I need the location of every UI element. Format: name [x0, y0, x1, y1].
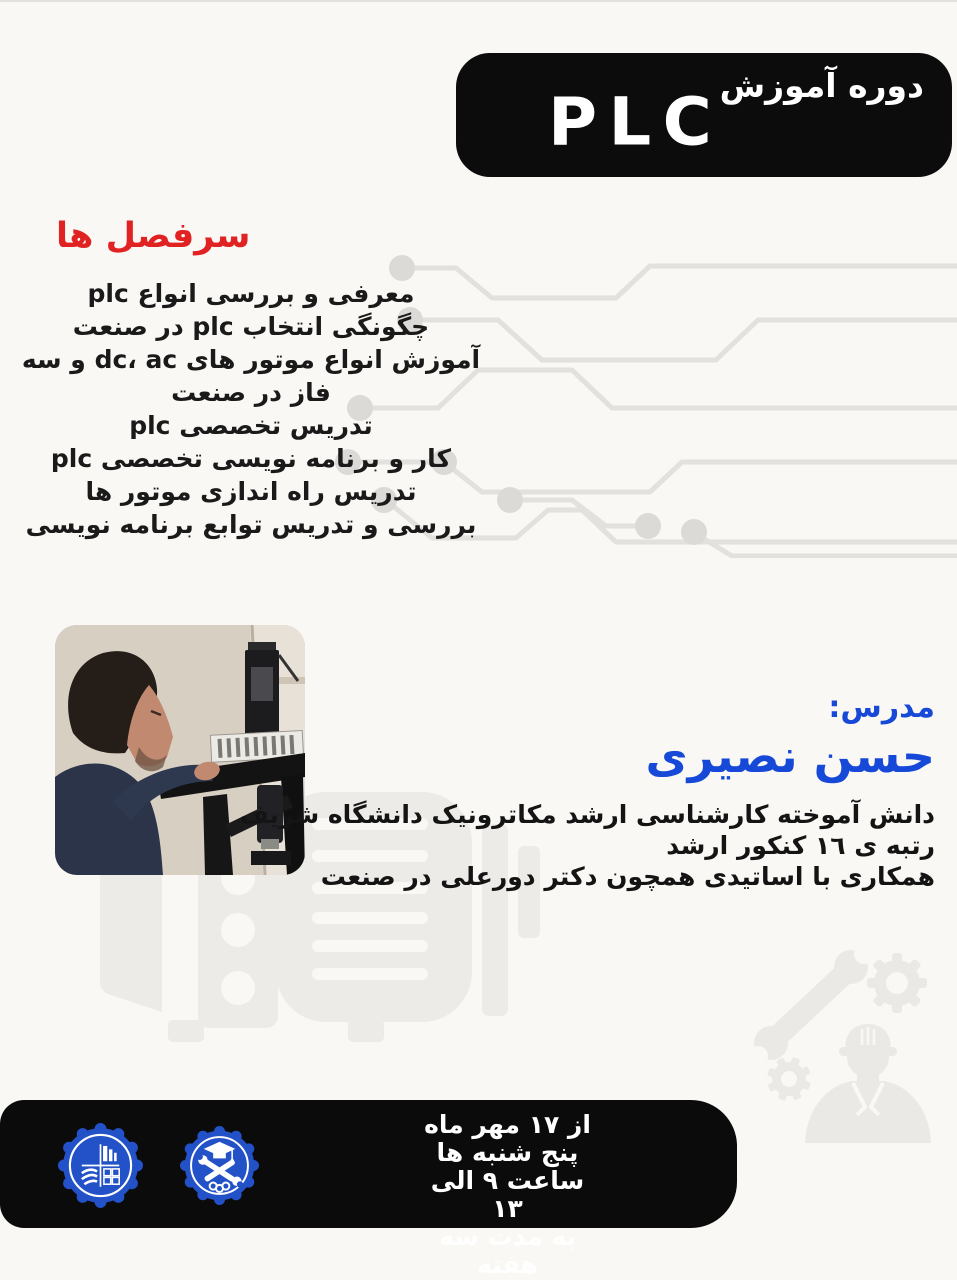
topic-item: معرفی و بررسی انواع plc: [87, 279, 415, 308]
topics-heading: سرفصل ها: [56, 216, 251, 256]
gear-icon: [767, 1057, 811, 1101]
bio-line: دانش آموخته کارشناسی ارشد مکاترونیک دانشگاه شریف: [239, 800, 935, 829]
schedule-line: به مدت سه هفته: [439, 1222, 576, 1279]
instructor-bio: [240, 799, 935, 892]
topic-item: آموزش انواع موتور های dc، ac و سه فاز در صنعت: [21, 345, 481, 407]
topics-list: [0, 277, 502, 541]
bio-line: همکاری با اساتیدی همچون دکتر دورعلی در صنعت: [320, 862, 935, 891]
course-title: PLC: [548, 83, 724, 161]
sharif-university-logo: [58, 1123, 143, 1208]
instructor-name: حسن نصیری: [645, 729, 935, 783]
engineer-tools-icon: [745, 945, 957, 1145]
student-association-logo: [180, 1126, 259, 1205]
schedule-line: ساعت ۹ الی ۱۳: [430, 1166, 585, 1223]
top-edge-divider: [0, 0, 957, 2]
topic-item: بررسی و تدریس توابع برنامه نویسی: [25, 510, 477, 539]
topic-item: تدریس تخصصی plc: [129, 411, 373, 440]
bio-line: رتبه ی ١٦ کنکور ارشد: [666, 831, 935, 860]
topic-item: تدریس راه اندازی موتور ها: [85, 477, 417, 506]
schedule-line: پنج شنبه ها: [436, 1138, 579, 1167]
instructor-label: مدرس:: [828, 690, 935, 725]
schedule-text: [415, 1111, 600, 1279]
schedule-line: از ۱۷ مهر ماه: [424, 1110, 591, 1139]
topic-item: کار و برنامه نویسی تخصصی plc: [50, 444, 452, 473]
engineer-worker-icon: [805, 1024, 931, 1143]
course-title-badge: [456, 53, 952, 177]
gear-icon: [867, 953, 927, 1013]
topic-item: چگونگی انتخاب plc در صنعت: [72, 312, 430, 341]
course-kicker-label: دوره آموزش: [719, 66, 924, 105]
